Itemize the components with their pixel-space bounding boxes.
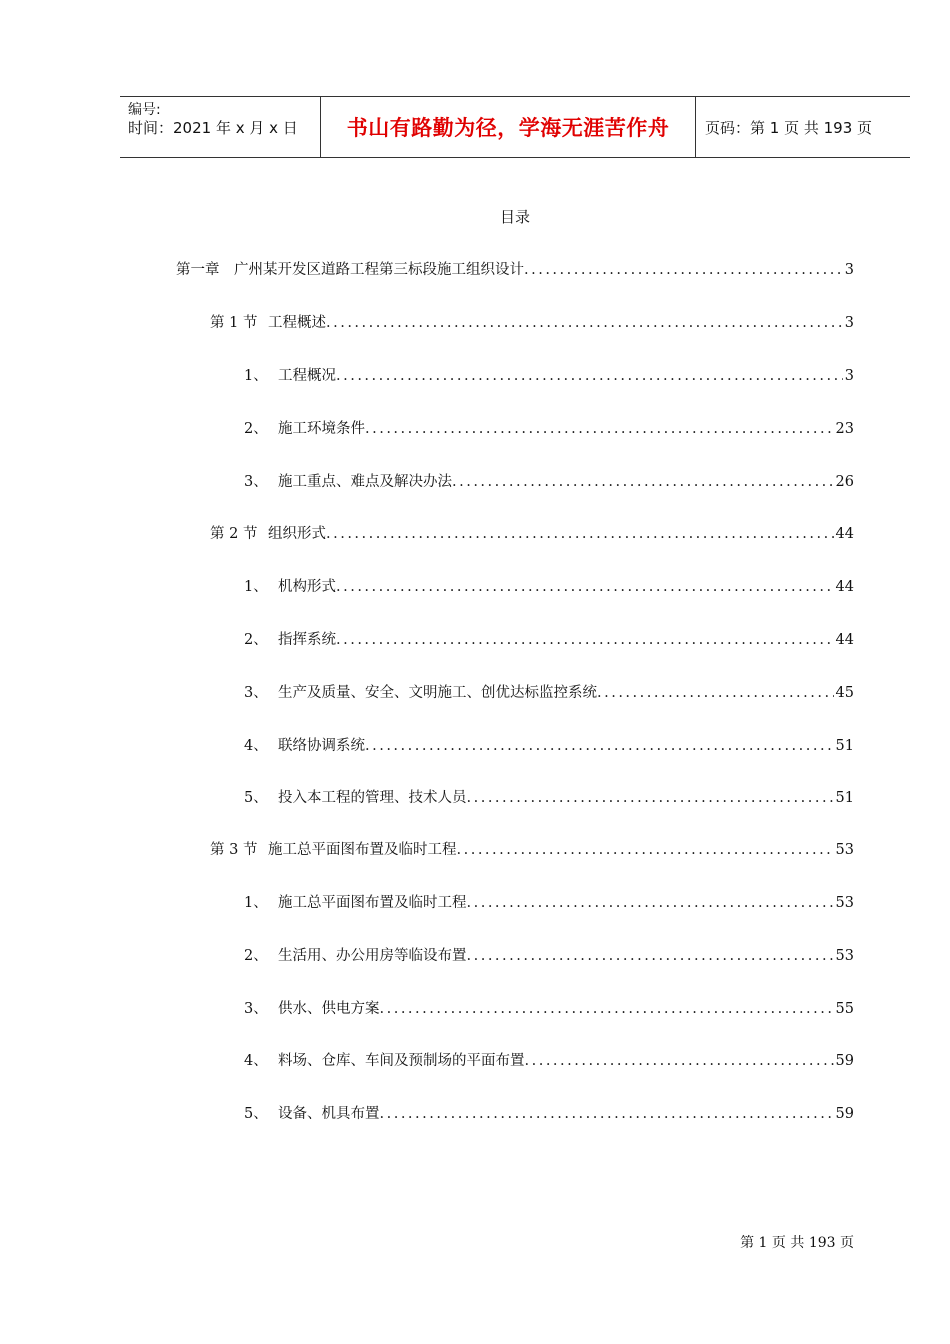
toc-entry-subsection[interactable] [244, 364, 854, 386]
toc-entry-subsection[interactable] [244, 786, 854, 808]
toc-entry-subsection[interactable] [244, 944, 854, 966]
toc-leader-dots [326, 315, 843, 331]
toc-leader-dots [336, 632, 834, 648]
toc-entry-label: 生产及质量、安全、文明施工、创优达标监控系统 [278, 685, 597, 701]
toc-leader-dots [365, 738, 834, 754]
toc-entry-number: 1、 [244, 579, 268, 595]
toc-entry-label: 广州某开发区道路工程第三标段施工组织设计 [234, 262, 524, 278]
toc-entry-label: 生活用、办公用房等临设布置 [278, 948, 467, 964]
toc-entry-subsection[interactable] [244, 1049, 854, 1071]
toc-entry-label: 施工总平面图布置及临时工程 [268, 842, 457, 858]
toc-entry-chapter[interactable] [176, 258, 854, 280]
toc-entry-number: 第 3 节 [210, 842, 258, 858]
toc-entry-page: 53 [835, 895, 854, 911]
toc-entry-page: 44 [835, 526, 854, 542]
toc-entry-label: 机构形式 [278, 579, 336, 595]
toc-entry-subsection[interactable] [244, 734, 854, 756]
toc-entry-number: 5、 [244, 1106, 268, 1122]
toc-entry-label: 料场、仓库、车间及预制场的平面布置 [278, 1053, 525, 1069]
toc-entry-subsection[interactable] [244, 891, 854, 913]
toc-leader-dots [457, 842, 834, 858]
toc-entry-label: 供水、供电方案 [278, 1001, 380, 1017]
toc-entry-number: 2、 [244, 632, 268, 648]
toc-leader-dots [467, 790, 834, 806]
toc-leader-dots [336, 368, 843, 384]
toc-leader-dots [597, 685, 834, 701]
toc-entry-page: 3 [844, 315, 854, 331]
toc-entry-label: 工程概述 [268, 315, 326, 331]
toc-entry-page: 51 [835, 790, 854, 806]
page-footer: 第 1 页 共 193 页 [740, 1235, 854, 1251]
toc-entry-label: 工程概况 [278, 368, 336, 384]
document-time-label: 时间：2021 年 x 月 x 日 [128, 119, 298, 137]
toc-leader-dots [365, 421, 834, 437]
toc-entry-page: 23 [835, 421, 854, 437]
toc-entry-page: 3 [844, 368, 854, 384]
toc-leader-dots [524, 262, 843, 278]
toc-entry-page: 44 [835, 632, 854, 648]
toc-leader-dots [326, 526, 834, 542]
toc-entry-label: 指挥系统 [278, 632, 336, 648]
toc-entry-number: 2、 [244, 948, 268, 964]
toc-entry-subsection[interactable] [244, 1102, 854, 1124]
toc-entry-page: 44 [835, 579, 854, 595]
toc-entry-number: 2、 [244, 421, 268, 437]
header-motto: 书山有路勤为径，学海无涯苦作舟 [346, 116, 670, 140]
toc-entry-subsection[interactable] [244, 417, 854, 439]
toc-entry-subsection[interactable] [244, 575, 854, 597]
toc-entry-section[interactable] [210, 311, 854, 333]
toc-entry-number: 5、 [244, 790, 268, 806]
toc-entry-page: 55 [835, 1001, 854, 1017]
toc-entry-label: 投入本工程的管理、技术人员 [278, 790, 467, 806]
header-page-info: 页码：第 1 页 共 193 页 [705, 118, 873, 137]
toc-entry-label: 施工总平面图布置及临时工程 [278, 895, 467, 911]
toc-leader-dots [467, 895, 834, 911]
toc-entry-subsection[interactable] [244, 997, 854, 1019]
toc-leader-dots [336, 579, 834, 595]
toc-entry-page: 3 [844, 262, 854, 278]
toc-leader-dots [380, 1001, 834, 1017]
toc-leader-dots [380, 1106, 834, 1122]
toc-entry-number: 3、 [244, 474, 268, 490]
toc-leader-dots [525, 1053, 834, 1069]
toc-entry-page: 53 [835, 948, 854, 964]
toc-entry-page: 59 [835, 1053, 854, 1069]
toc-entry-number: 第一章 [176, 262, 220, 278]
toc-entry-page: 53 [835, 842, 854, 858]
toc-entry-label: 施工环境条件 [278, 421, 365, 437]
toc-title: 目录 [499, 208, 530, 226]
toc-entry-page: 59 [835, 1106, 854, 1122]
toc-entry-subsection[interactable] [244, 628, 854, 650]
toc-entry-number: 第 2 节 [210, 526, 258, 542]
toc-entry-number: 3、 [244, 685, 268, 701]
toc-entry-label: 设备、机具布置 [278, 1106, 380, 1122]
toc-entry-subsection[interactable] [244, 470, 854, 492]
toc-entry-page: 51 [835, 738, 854, 754]
toc-entry-page: 45 [835, 685, 854, 701]
toc-entry-label: 联络协调系统 [278, 738, 365, 754]
toc-entry-subsection[interactable] [244, 681, 854, 703]
toc-entry-section[interactable] [210, 838, 854, 860]
toc-leader-dots [467, 948, 834, 964]
document-code-label: 编号: [128, 102, 161, 118]
toc-entry-number: 4、 [244, 738, 268, 754]
toc-entry-label: 施工重点、难点及解决办法 [278, 474, 452, 490]
toc-entry-number: 4、 [244, 1053, 268, 1069]
toc-entry-number: 3、 [244, 1001, 268, 1017]
toc-entry-number: 第 1 节 [210, 315, 258, 331]
toc-entry-label: 组织形式 [268, 526, 326, 542]
toc-entry-section[interactable] [210, 522, 854, 544]
toc-entry-number: 1、 [244, 368, 268, 384]
toc-entry-page: 26 [835, 474, 854, 490]
toc-leader-dots [452, 474, 834, 490]
toc-entry-number: 1、 [244, 895, 268, 911]
